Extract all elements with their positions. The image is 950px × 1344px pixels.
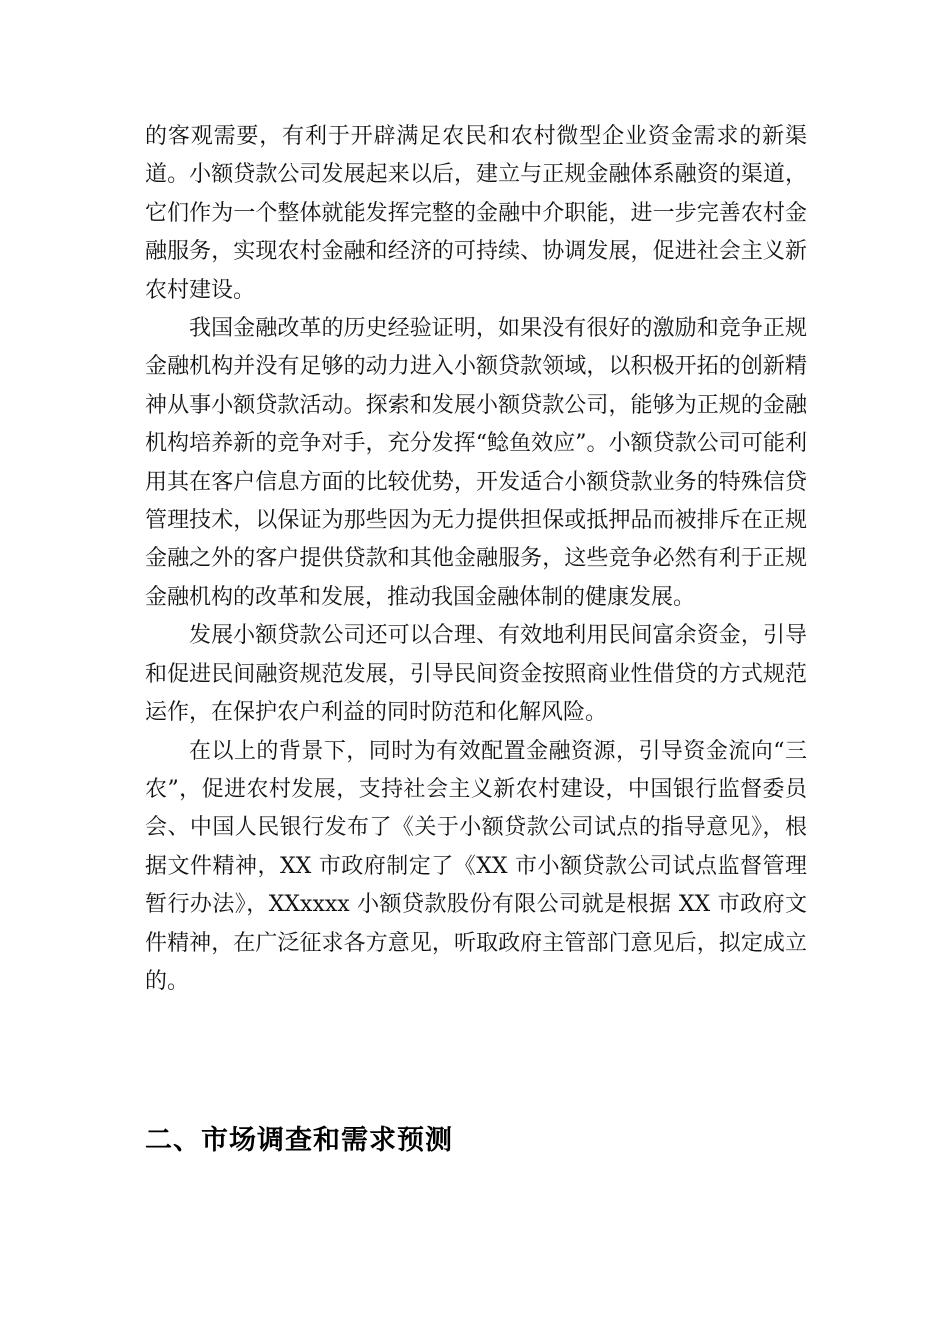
paragraph-background: 在以上的背景下，同时为有效配置金融资源，引导资金流向“三农”，促进农村发展，支持社会主义新农村建设，中国银行监督委员会、中国人民银行发布了《关于小额贷款公司试点的指导意见》，根据文件精神，XX 市政府制定了《XX 市小额贷款公司试点监督管理暂行办法》，XXxxxx 小额贷款股份有限公司就是根据 XX 市政府文件精神，在广泛征求各方意见，听取政府主管部门意见后，拟定成立的。 [145, 738, 807, 994]
paragraph-continuation: 的客观需要，有利于开辟满足农民和农村微型企业资金需求的新渠道。小额贷款公司发展起来以后，建立与正规金融体系融资的渠道，它们作为一个整体就能发挥完整的金融中介职能，进一步完善农村金融服务，实现农村金融和经济的可持续、协调发展，促进社会主义新农村建设。 [145, 124, 807, 303]
paragraph-private-capital: 发展小额贷款公司还可以合理、有效地利用民间富余资金，引导和促进民间融资规范发展，引导民间资金按照商业性借贷的方式规范运作，在保护农户利益的同时防范和化解风险。 [145, 623, 807, 726]
paragraph-reform-experience: 我国金融改革的历史经验证明，如果没有很好的激励和竞争正规金融机构并没有足够的动力进入小额贷款领域，以积极开拓的创新精神从事小额贷款活动。探索和发展小额贷款公司，能够为正规的金融机构培养新的竞争对手，充分发挥“鲶鱼效应”。小额贷款公司可能利用其在客户信息方面的比较优势，开发适合小额贷款业务的特殊信贷管理技术，以保证为那些因为无力提供担保或抵押品而被排斥在正规金融之外的客户提供贷款和其他金融服务，这些竞争必然有利于正规金融机构的改革和发展，推动我国金融体制的健康发展。 [145, 316, 807, 610]
body-text [145, 118, 807, 1001]
section-heading: 二、市场调查和需求预测 [145, 1125, 453, 1156]
